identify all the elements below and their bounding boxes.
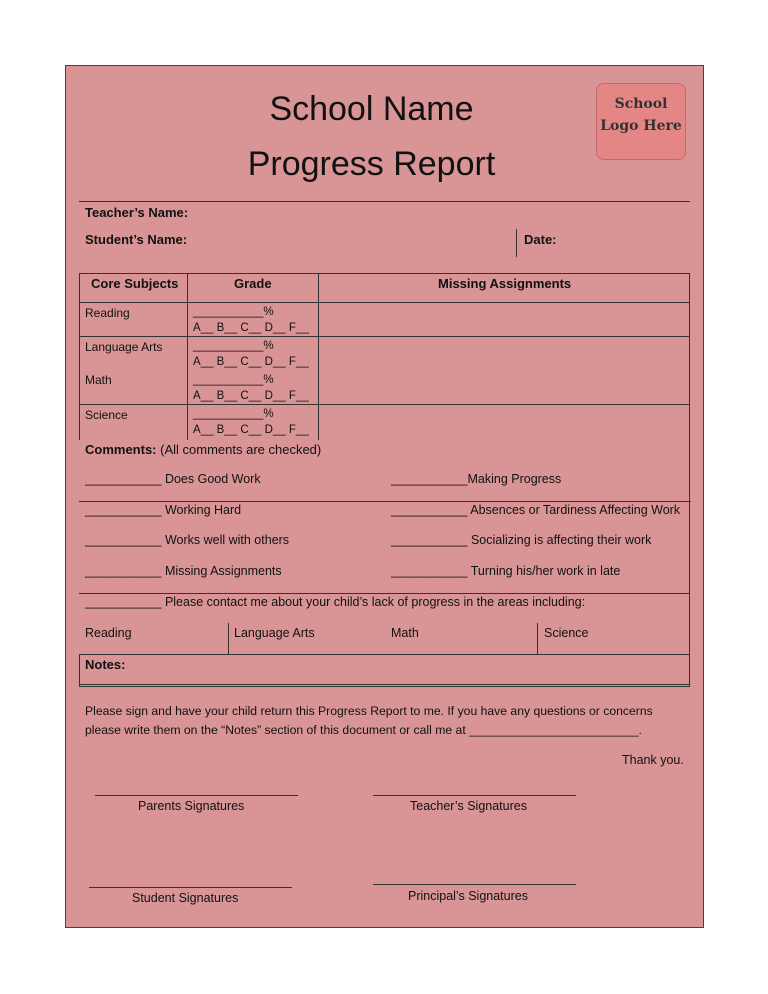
notes-divider: [79, 684, 690, 685]
subject-reading: Reading: [85, 306, 130, 320]
grades-table: [79, 273, 690, 440]
grade-percent-blank: ___________%: [193, 340, 274, 352]
contact-right-edge: [689, 501, 690, 594]
comment-right-2: ___________ Absences or Tardiness Affecting Work: [391, 503, 681, 517]
subject-language-arts: Language Arts: [85, 340, 163, 354]
comment-right-1: ___________Making Progress: [391, 472, 562, 486]
comments-heading-bold: Comments:: [85, 442, 157, 457]
grade-percent-blank: ___________%: [193, 408, 274, 420]
table-row-divider-1: [79, 336, 690, 337]
school-logo-placeholder: [596, 83, 686, 160]
grade-language-arts: [193, 338, 309, 370]
area-divider-1: [228, 623, 229, 655]
principal-signature-label: Principal’s Signatures: [408, 889, 528, 903]
area-science: Science: [544, 626, 589, 640]
school-name-heading: School Name: [269, 90, 474, 128]
table-row-divider-2: [79, 404, 690, 405]
notes-label: Notes:: [85, 657, 126, 672]
table-col-divider-1: [187, 273, 188, 440]
logo-line-1: School: [614, 96, 668, 112]
grade-letter-options: A__ B__ C__ D__ F__: [193, 356, 309, 368]
comment-left-1: ___________ Does Good Work: [85, 472, 261, 486]
header-missing-assignments: Missing Assignments: [438, 276, 572, 291]
comments-divider: [79, 501, 691, 502]
grade-letter-options: A__ B__ C__ D__ F__: [193, 424, 309, 436]
student-signature-label: Student Signatures: [132, 891, 239, 905]
grade-letter-options: A__ B__ C__ D__ F__: [193, 390, 309, 402]
title-divider: [79, 201, 690, 202]
table-col-divider-2: [318, 273, 319, 440]
comments-heading-note: (All comments are checked): [156, 442, 322, 457]
parents-signature-line: [95, 795, 298, 796]
principal-signature-line: [373, 884, 576, 885]
instructions-line-2: please write them on the “Notes” section of this document or call me at _________________________.: [85, 723, 642, 737]
comment-right-4: ___________ Turning his/her work in late: [391, 564, 621, 578]
table-header-divider: [79, 302, 690, 303]
logo-line-2: Logo Here: [600, 118, 682, 134]
thank-you-text: Thank you.: [622, 753, 684, 767]
notes-box: [79, 655, 690, 687]
teacher-signature-line: [373, 795, 576, 796]
area-reading: Reading: [85, 626, 132, 640]
subject-science: Science: [85, 408, 128, 422]
comment-right-3: ___________ Socializing is affecting their work: [391, 533, 652, 547]
student-signature-line: [89, 887, 292, 888]
progress-report-page: [65, 65, 704, 928]
teacher-signature-label: Teacher’s Signatures: [410, 799, 527, 813]
contact-request-line: ___________ Please contact me about your child’s lack of progress in the areas including:: [85, 595, 586, 609]
report-title-heading: Progress Report: [247, 145, 496, 183]
instructions-line-1: Please sign and have your child return this Progress Report to me. If you have any questions or concerns: [85, 704, 653, 718]
date-label: Date:: [524, 232, 557, 247]
student-name-label: Student’s Name:: [85, 232, 188, 247]
area-math: Math: [391, 626, 419, 640]
area-divider-2: [537, 623, 538, 655]
comments-right-edge: [689, 440, 690, 502]
instructions-paragraph: [85, 702, 695, 740]
grade-percent-blank: ___________%: [193, 306, 274, 318]
comment-left-2: ___________ Working Hard: [85, 503, 242, 517]
comment-left-4: ___________ Missing Assignments: [85, 564, 282, 578]
subject-math: Math: [85, 373, 112, 387]
grade-letter-options: A__ B__ C__ D__ F__: [193, 322, 309, 334]
grade-math: [193, 372, 309, 404]
header-grade: Grade: [234, 276, 272, 291]
date-separator: [516, 229, 517, 257]
header-core-subjects: Core Subjects: [91, 276, 179, 291]
grade-percent-blank: ___________%: [193, 374, 274, 386]
parents-signature-label: Parents Signatures: [138, 799, 245, 813]
comment-left-3: ___________ Works well with others: [85, 533, 290, 547]
grade-reading: [193, 304, 309, 336]
grade-science: [193, 406, 309, 438]
comments-heading: [85, 442, 321, 457]
teacher-name-label: Teacher’s Name:: [85, 205, 189, 220]
area-language-arts: Language Arts: [234, 626, 315, 640]
